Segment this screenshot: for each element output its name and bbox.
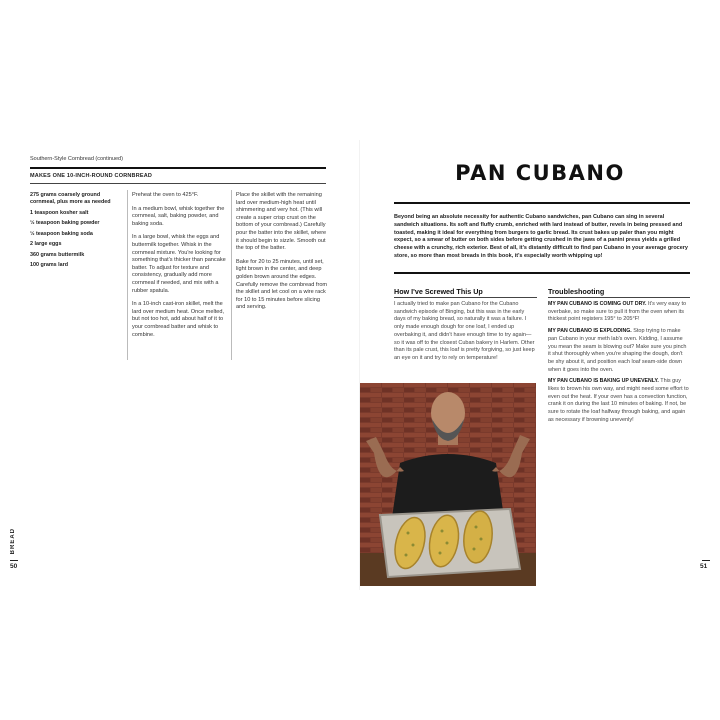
method-column-2: [236, 192, 328, 318]
method-column-1: [132, 192, 227, 345]
recipe-intro: Beyond being an absolute necessity for authentic Cubano sandwiches, pan Cubano can sing in several sandwich situations. Its soft and fluffy crumb, enriched with lard instead of butter, revels in being pressed and toasted, making it ideal for everything from burgers to garlic bread. Its crust bakes up paler than you might expect, so a smear of butter on both sides before getting crushed in the jaws of a panini press yields a grilled cheese with a crunchy, rich exterior. Best of all, it's distantly difficult to find pan Cubano in your average grocery store, so more than most breads in this book, it's especially worth whipping up!: [394, 214, 688, 259]
ingredient-item: 1 teaspoon kosher salt: [30, 209, 89, 216]
ingredient-item: ½ teaspoon baking powder: [30, 220, 100, 226]
header-rule: [30, 167, 326, 169]
ingredient-list: [30, 192, 122, 273]
intro-rule: [394, 272, 690, 274]
chef-photo-illustration: [360, 383, 536, 586]
troubleshooting-label: MY PAN CUBANO IS BAKING UP UNEVENLY.: [548, 378, 659, 385]
troubleshooting-item: [548, 301, 690, 324]
troubleshooting-label: MY PAN CUBANO IS COMING OUT DRY.: [548, 301, 647, 307]
section-tab: BREAD: [10, 528, 16, 555]
screwed-heading: How I've Screwed This Up: [394, 287, 483, 296]
chef-photo: [360, 383, 536, 586]
troubleshooting-list: [548, 301, 690, 429]
page-number: 50: [10, 563, 18, 570]
screwed-paragraph: I actually tried to make pan Cubano for the Cubano sandwich episode of Binging, but this was in the early days of my baking bread, so naturally it was a failure. I only made enough dough for one loaf, I ended up overbaking it, and didn't have enough time to try again—so it was off to the closest Cuban bakery in Harlem. Other than its pale crust, this loaf is pretty forgiving, so just keep an eye on it and try to rely on temperature!: [394, 301, 535, 361]
method-step: In a medium bowl, whisk together the cornmeal, salt, baking powder, and baking soda.: [132, 205, 225, 227]
method-step: Bake for 20 to 25 minutes, until set, light brown in the center, and deep golden brown around the edges. Carefully remove the cornbread from the skillet and let cool on a wire rack for 10 to 15 minutes before slicing and serving.: [236, 258, 328, 311]
yield-label: MAKES ONE 10-INCH-ROUND CORNBREAD: [30, 173, 153, 179]
troubleshooting-text: It's very easy to overbake, so make sure to pull it from the oven when its thickest point registers 195° to 205°F!: [548, 301, 687, 323]
running-head: Southern-Style Cornbread (continued): [30, 156, 123, 162]
recipe-title: PAN CUBANO: [455, 161, 625, 185]
ingredient-item: 360 grams buttermilk: [30, 251, 85, 258]
screwed-rule: [394, 297, 537, 298]
column-divider: [231, 190, 232, 360]
title-rule: [394, 202, 690, 204]
troubleshooting-text: This guy likes to brown his own way, and might need some effort to even out the heat. If your oven has a convection function, crank it on during the last 10 minutes of baking. If not, be sure to rotate the loaf halfway through baking, and again as necessary if browning unevenly!: [548, 378, 689, 423]
troubleshooting-rule: [548, 297, 690, 298]
method-step: Preheat the oven to 425°F.: [132, 192, 199, 198]
ingredient-item: ½ teaspoon baking soda: [30, 230, 93, 237]
troubleshooting-label: MY PAN CUBANO IS EXPLODING.: [548, 328, 632, 335]
yield-rule: [30, 183, 326, 184]
ingredient-item: 2 large eggs: [30, 241, 62, 247]
method-step: Place the skillet with the remaining lard over medium-high heat until shimmering and very hot. (This will create a super crisp crust on the bottom of your cornbread.) Carefully pour the batter into the skillet, where it should begin to sizzle. Smooth out the top of the batter.: [236, 192, 327, 252]
column-divider: [127, 190, 128, 360]
troubleshooting-heading: Troubleshooting: [548, 287, 605, 296]
ingredient-item: 275 grams coarsely ground cornmeal, plus more as needed: [30, 192, 111, 205]
folio-rule: [10, 560, 18, 561]
page-number: 51: [700, 563, 708, 570]
troubleshooting-item: [548, 328, 690, 374]
folio-rule: [702, 560, 710, 561]
troubleshooting-text: Stop trying to make pan Cubano in your meth lab's oven. Kidding, I assume you mean the seam is blowing out? Make sure you pinch it shut thoroughly when you're shaping the dough, don't be shy about it, and position each loaf seam-side down when it goes into the oven.: [548, 328, 687, 373]
screwed-body: [394, 301, 537, 367]
troubleshooting-item: [548, 378, 690, 424]
ingredient-item: 100 grams lard: [30, 262, 69, 268]
method-step: In a large bowl, whisk the eggs and buttermilk together. Whisk in the cornmeal mixture. You're looking for something that's thicker than pancake batter. To adjust for texture and consistency, gradually add more cornmeal if needed, and mix with a rubber spatula.: [132, 234, 226, 294]
method-step: In a 10-inch cast-iron skillet, melt the lard over medium heat. Once melted, but not too hot, add about half of it to your cornbread batter and whisk to combine.: [132, 301, 225, 338]
